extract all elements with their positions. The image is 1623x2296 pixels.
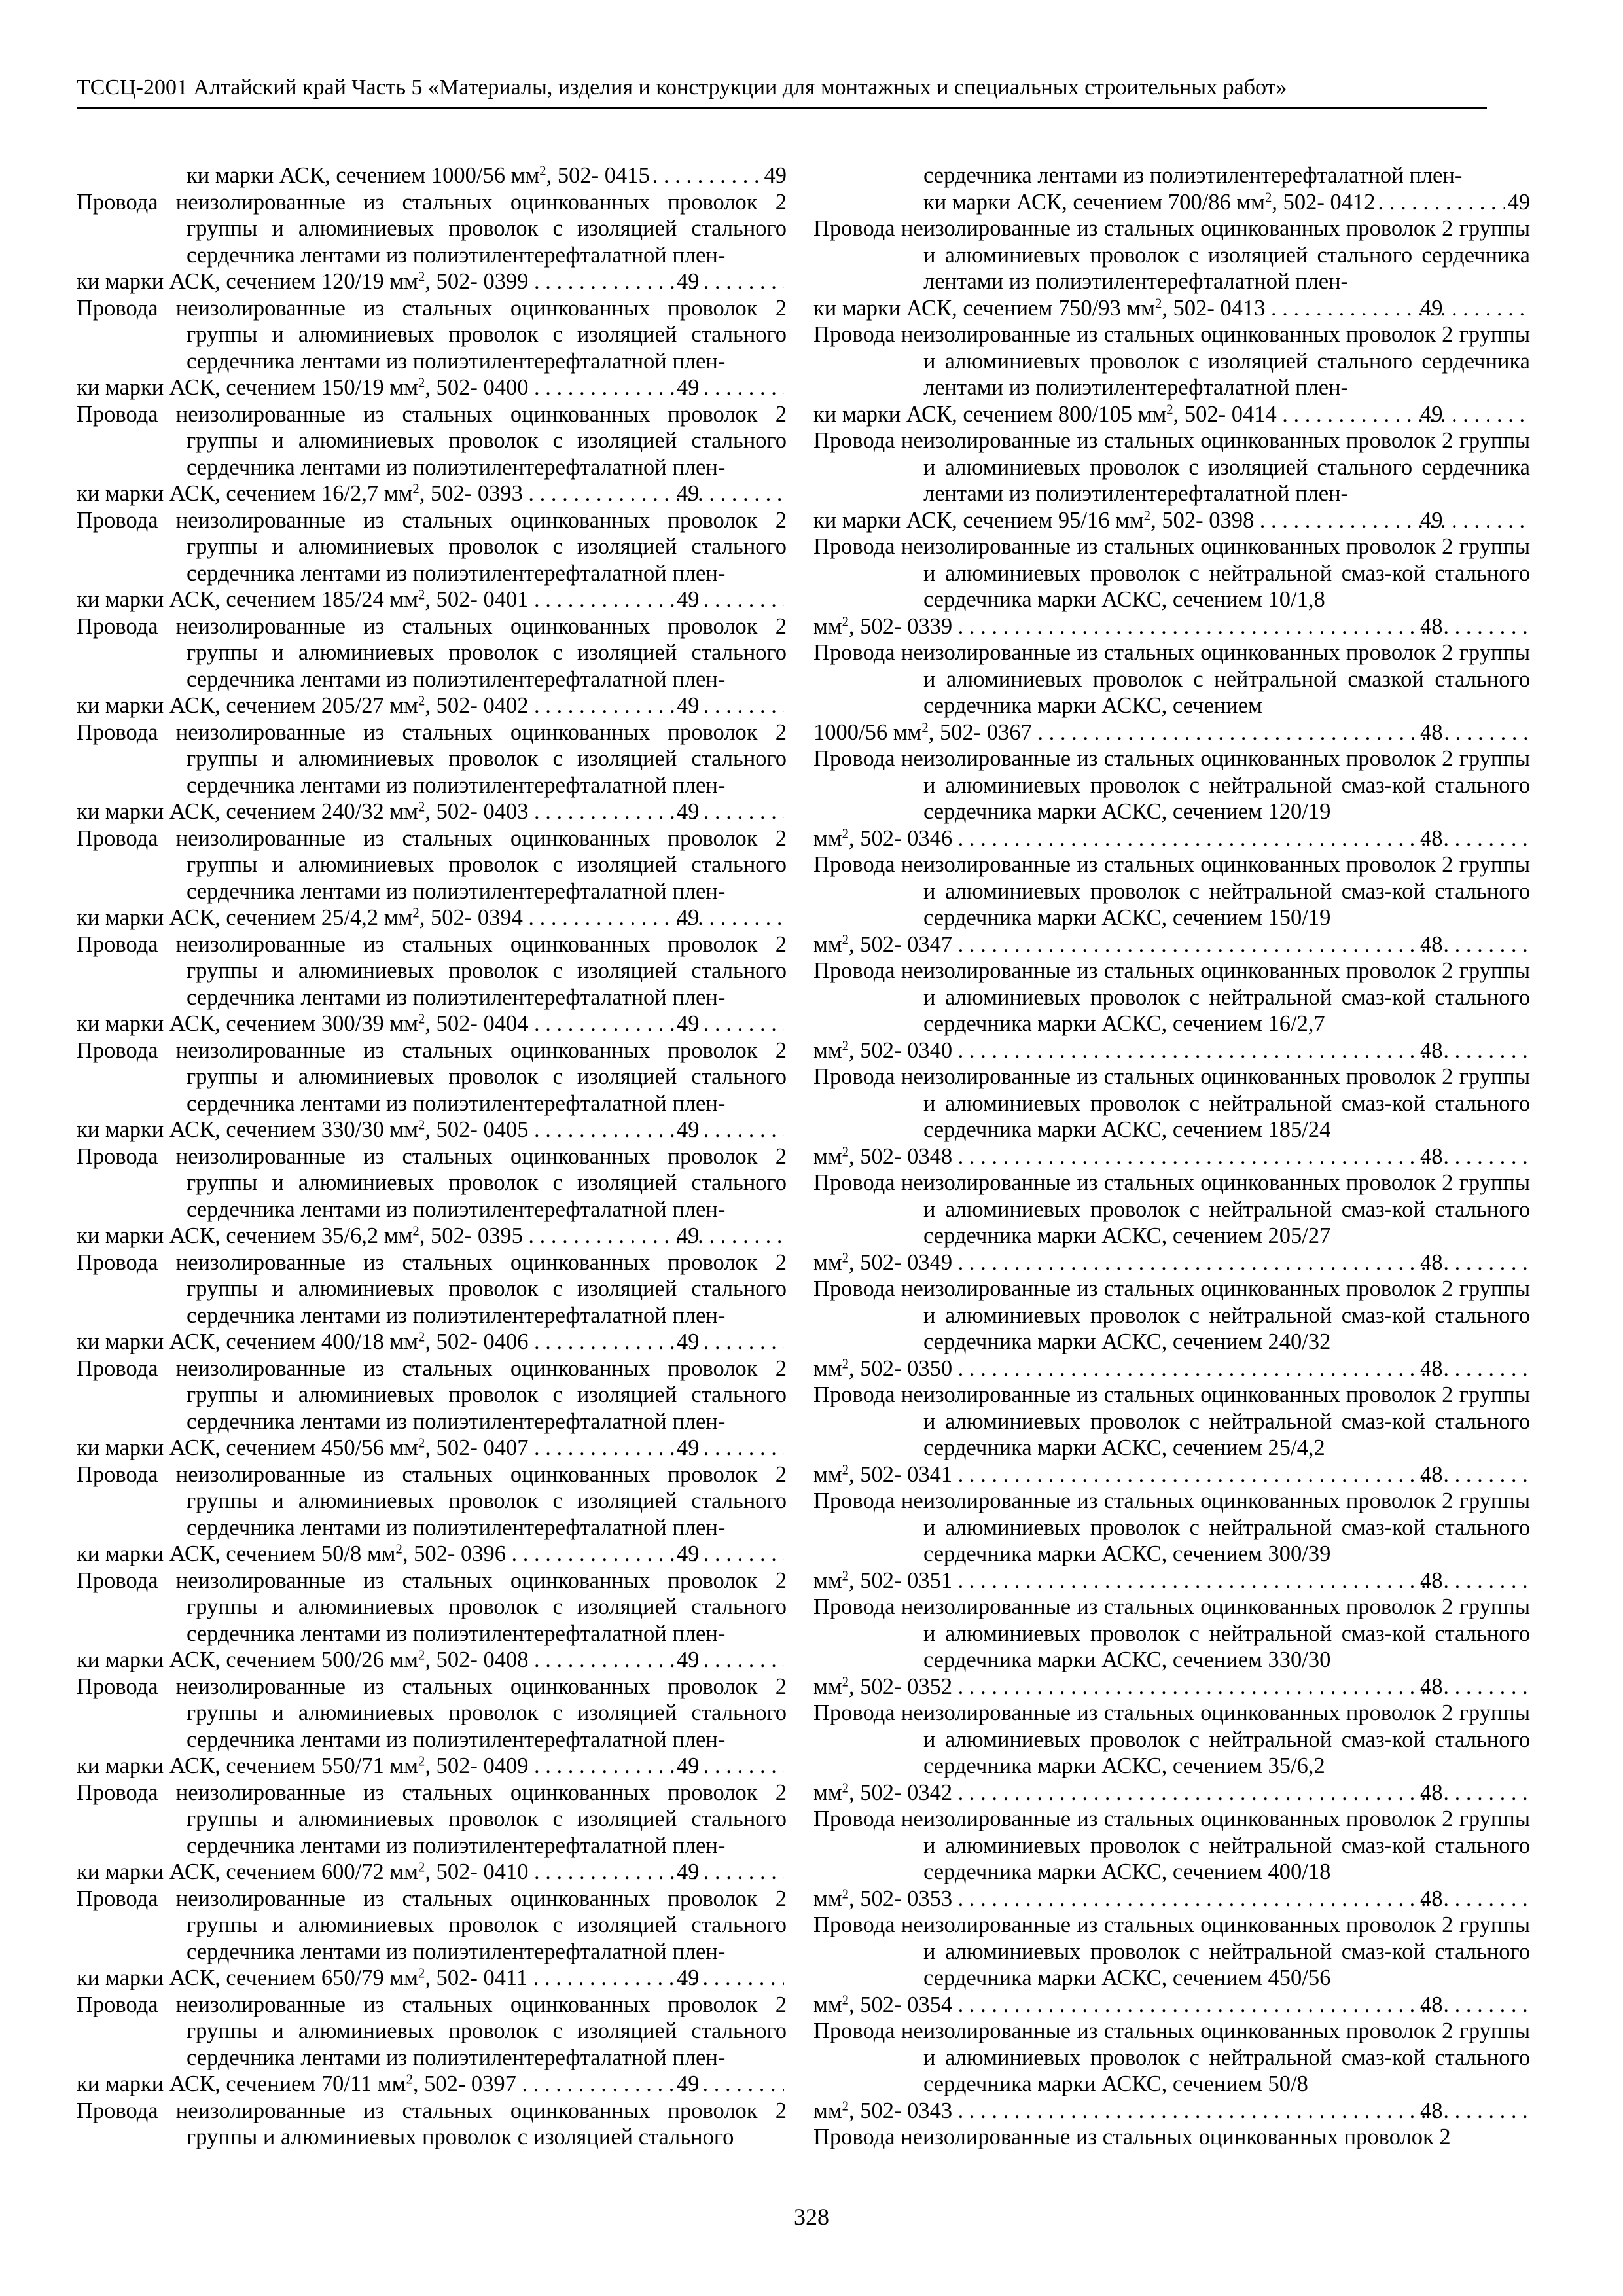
index-entry	[813, 215, 1530, 321]
entry-last-line: ки марки АСК, сечением 120/19 $мм^2$, 502- 0399	[77, 269, 529, 294]
entry-last-line: $мм^2$, 502- 0351	[813, 1568, 953, 1593]
entry-leader-line: $мм^2$, 502- 0353 . . . 48	[923, 1886, 1530, 1912]
dot-leader	[1378, 189, 1505, 216]
entry-text: Провода неизолированные из стальных оцинкованных проволок 2 группы и алюминиевых проволок с изоляцией стального сердечника лентами из полиэтилентерефталатной плен-	[77, 825, 787, 904]
dot-leader	[526, 1223, 784, 1249]
dot-leader	[531, 1329, 784, 1355]
entry-last-line: $мм^2$, 502- 0347	[813, 931, 953, 957]
index-entry	[77, 2098, 787, 2151]
entry-text: Провода неизолированные из стальных оцинкованных проволок 2 группы и алюминиевых проволок с нейтральной смаз-кой стального сердечника марки АСКС, сечением 50/8	[813, 2018, 1530, 2096]
entry-text: Провода неизолированные из стальных оцинкованных проволок 2 группы и алюминиевых проволок с изоляцией стального сердечника лентами из полиэтилентерефталатной плен-	[77, 1355, 787, 1434]
index-entry	[77, 1037, 787, 1143]
entry-last-line: ки марки АСК, сечением 750/93 $мм^2$, 502- 0413	[813, 295, 1266, 321]
entry-leader-line: $мм^2$, 502- 0347 . . . 48	[923, 931, 1530, 958]
entry-leader-line: ки марки АСК, сечением 600/72 $мм^2$, 502- 0410 . . . 49	[187, 1859, 787, 1886]
index-entry	[813, 1806, 1530, 1912]
entry-leader-line: $мм^2$, 502- 0350 . . . 48	[923, 1355, 1530, 1382]
entry-leader-line: $мм^2$, 502- 0346 . . . 48	[923, 825, 1530, 852]
entry-text: Провода неизолированные из стальных оцинкованных проволок 2 группы и алюминиевых проволок с нейтральной смаз-кой стального сердечника марки АСКС, сечением 10/1,8	[813, 534, 1530, 612]
entry-text: Провода неизолированные из стальных оцинкованных проволок 2 группы и алюминиевых проволок с изоляцией стального сердечника лентами из полиэтилентерефталатной плен-	[77, 1143, 787, 1222]
entry-leader-line: ки марки АСК, сечением 16/2,7 $мм^2$, 502- 0393 . . . 49	[187, 480, 787, 507]
entry-text: Провода неизолированные из стальных оцинкованных проволок 2 группы и алюминиевых проволок с нейтральной смаз-кой стального сердечника марки АСКС, сечением 450/56	[813, 1912, 1530, 1990]
entry-leader-line: $мм^2$, 502- 0352 . . . 48	[923, 1674, 1530, 1700]
entry-text: Провода неизолированные из стальных оцинкованных проволок 2 группы и алюминиевых проволок с изоляцией стального сердечника лентами из полиэтилентерефталатной плен-	[77, 401, 787, 480]
entry-last-line: ки марки АСК, сечением 50/8 $мм^2$, 502- 0396	[77, 1541, 506, 1566]
dot-leader	[531, 374, 784, 401]
entry-last-line: ки марки АСК, сечением 240/32 $мм^2$, 502- 0403	[77, 799, 529, 824]
entry-last-line: ки марки АСК, сечением 70/11 $мм^2$, 502- 0397	[77, 2072, 516, 2096]
entry-text: Провода неизолированные из стальных оцинкованных проволок 2 группы и алюминиевых проволок с нейтральной смаз-кой стального сердечника марки АСКС, сечением 16/2,7	[813, 958, 1530, 1036]
entry-last-line: $мм^2$, 502- 0342	[813, 1780, 953, 1805]
entry-text: Провода неизолированные из стальных оцинкованных проволок 2 группы и алюминиевых проволок с изоляцией стального сердечника лентами из полиэтилентерефталатной плен-	[77, 1462, 787, 1540]
entry-text: Провода неизолированные из стальных оцинкованных проволок 2 группы и алюминиевых проволок с изоляцией стального сердечника лентами из полиэтилентерефталатной плен-	[77, 1886, 787, 1964]
index-entry	[813, 427, 1530, 533]
dot-leader	[531, 1117, 784, 1143]
index-entry	[77, 1992, 787, 2098]
entry-leader-line: ки марки АСК, сечением 185/24 $мм^2$, 502- 0401 . . . 49	[187, 586, 787, 613]
entry-last-line: $мм^2$, 502- 0340	[813, 1037, 953, 1063]
entry-leader-line: ки марки АСК, сечением 35/6,2 $мм^2$, 502- 0395 . . . 49	[187, 1223, 787, 1249]
entry-text: Провода неизолированные из стальных оцинкованных проволок 2 группы и алюминиевых проволок с нейтральной смаз-кой стального сердечника марки АСКС, сечением 185/24	[813, 1064, 1530, 1142]
index-entry	[77, 401, 787, 507]
entry-text: сердечника лентами из полиэтилентерефталатной плен-	[923, 163, 1463, 188]
entry-last-line: ки марки АСК, сечением 330/30 $мм^2$, 502- 0405	[77, 1117, 529, 1142]
entry-text: Провода неизолированные из стальных оцинкованных проволок 2 группы и алюминиевых проволок с изоляцией стального сердечника лентами из полиэтилентерефталатной плен-	[77, 931, 787, 1010]
entry-text: Провода неизолированные из стальных оцинкованных проволок 2 группы и алюминиевых проволок с изоляцией стального сердечника лентами из полиэтилентерефталатной плен-	[813, 216, 1530, 294]
entry-text: Провода неизолированные из стальных оцинкованных проволок 2 группы и алюминиевых проволок с нейтральной смаз-кой стального сердечника марки АСКС, сечением 150/19	[813, 852, 1530, 930]
entry-leader-line: ки марки АСК, сечением 50/8 $мм^2$, 502- 0396 . . . 49	[187, 1541, 787, 1568]
entry-last-line: ки марки АСК, сечением 300/39 $мм^2$, 502- 0404	[77, 1011, 529, 1036]
entry-text: Провода неизолированные из стальных оцинкованных проволок 2 группы и алюминиевых проволок с нейтральной смаз-кой стального сердечника марки АСКС, сечением 240/32	[813, 1276, 1530, 1354]
entry-last-line: ки марки АСК, сечением 16/2,7 $мм^2$, 502- 0393	[77, 481, 523, 506]
entry-last-line: 1000/56 $мм^2$, 502- 0367	[813, 719, 1032, 745]
entry-leader-line: $мм^2$, 502- 0340 . . . 48	[923, 1037, 1530, 1064]
running-header	[77, 73, 1487, 109]
entry-leader-line: $мм^2$, 502- 0342 . . . 48	[923, 1780, 1530, 1806]
entry-leader-line: $мм^2$, 502- 0354 . . . 48	[923, 1992, 1530, 2018]
entry-leader-line: ки марки АСК, сечением 500/26 $мм^2$, 502- 0408 . . . 49	[187, 1647, 787, 1674]
entry-text: Провода неизолированные из стальных оцинкованных проволок 2 группы и алюминиевых проволок с нейтральной смаз-кой стального сердечника марки АСКС, сечением 330/30	[813, 1594, 1530, 1672]
entry-leader-line	[187, 162, 787, 189]
entry-text: Провода неизолированные из стальных оцинкованных проволок 2 группы и алюминиевых проволок с изоляцией стального сердечника лентами из полиэтилентерефталатной плен-	[77, 507, 787, 586]
index-entry	[813, 1912, 1530, 2018]
entry-last-line: ки марки АСК, сечением 185/24 $мм^2$, 502- 0401	[77, 587, 529, 612]
entry-text: Провода неизолированные из стальных оцинкованных проволок 2 группы и алюминиевых проволок с изоляцией стального сердечника лентами из полиэтилентерефталатной плен-	[77, 295, 787, 374]
index-entry	[77, 1355, 787, 1462]
entry-leader-line: ки марки АСК, сечением 150/19 $мм^2$, 502- 0400 . . . 49	[187, 374, 787, 401]
entry-text: Провода неизолированные из стальных оцинкованных проволок 2 группы и алюминиевых проволок с изоляцией стального сердечника лентами из полиэтилентерефталатной плен-	[813, 428, 1530, 506]
entry-text: Провода неизолированные из стальных оцинкованных проволок 2 группы и алюминиевых проволок с изоляцией стального сердечника лентами из полиэтилентерефталатной плен-	[77, 1037, 787, 1116]
entry-last-line: $мм^2$, 502- 0350	[813, 1355, 953, 1381]
entry-text: Провода неизолированные из стальных оцинкованных проволок 2 группы и алюминиевых проволок с нейтральной смаз-кой стального сердечника марки АСКС, сечением 120/19	[813, 746, 1530, 824]
index-entry	[77, 825, 787, 931]
index-column-right	[813, 162, 1530, 2151]
entry-text: Провода неизолированные из стальных оцинкованных проволок 2 группы и алюминиевых проволок с нейтральной смаз-кой стального сердечника марки АСКС, сечением 25/4,2	[813, 1382, 1530, 1460]
entry-text: Провода неизолированные из стальных оцинкованных проволок 2 группы и алюминиевых проволок с изоляцией стального сердечника лентами из полиэтилентерефталатной плен-	[77, 1249, 787, 1328]
dot-leader	[508, 1541, 784, 1568]
entry-leader-line: ки марки АСК, сечением 95/16 $мм^2$, 502- 0398 . . . 49	[923, 507, 1530, 534]
entry-last-line: ки марки АСК, сечением 450/56 $мм^2$, 502- 0407	[77, 1435, 529, 1460]
dot-leader	[531, 1011, 784, 1037]
entry-leader-line: ки марки АСК, сечением 240/32 $мм^2$, 502- 0403 . . . 49	[187, 798, 787, 825]
entry-text: Провода неизолированные из стальных оцинкованных проволок 2 группы и алюминиевых проволок с нейтральной смаз-кой стального сердечника марки АСКС, сечением 300/39	[813, 1488, 1530, 1566]
entry-text: Провода неизолированные из стальных оцинкованных проволок 2 группы и алюминиевых проволок с изоляцией стального	[77, 2098, 787, 2149]
entry-last-line: ки марки АСК, сечением 25/4,2 $мм^2$, 502- 0394	[77, 905, 523, 930]
index-entry	[813, 1276, 1530, 1382]
index-entry	[813, 745, 1530, 852]
page-number: 328	[794, 2204, 829, 2230]
entry-last-line: ки марки АСК, сечением 700/86 $мм^2$, 502- 0412	[923, 189, 1376, 215]
entry-text: Провода неизолированные из стальных оцинкованных проволок 2 группы и алюминиевых проволок с изоляцией стального сердечника лентами из полиэтилентерефталатной плен-	[77, 1568, 787, 1646]
entry-leader-line: ки марки АСК, сечением 300/39 $мм^2$, 502- 0404 . . . 49	[187, 1011, 787, 1037]
dot-leader	[652, 162, 762, 189]
entry-leader-line: $мм^2$, 502- 0341 . . . 48	[923, 1462, 1530, 1488]
dot-leader	[531, 798, 784, 825]
dot-leader	[531, 586, 784, 613]
entry-leader-line: 1000/56 $мм^2$, 502- 0367 . . . 48	[923, 719, 1530, 746]
dot-leader	[1035, 719, 1527, 746]
dot-leader	[530, 1965, 784, 1992]
entry-leader-line: $мм^2$, 502- 0351 . . . 48	[923, 1568, 1530, 1594]
entry-text: Провода неизолированные из стальных оцинкованных проволок 2 группы и алюминиевых проволок с изоляцией стального сердечника лентами из полиэтилентерефталатной плен-	[77, 189, 787, 268]
entry-leader-line: ки марки АСК, сечением 70/11 $мм^2$, 502- 0397 . . . 49	[187, 2071, 787, 2098]
entry-last-line: ки марки АСК, сечением 150/19 $мм^2$, 502- 0400	[77, 375, 529, 400]
entry-leader-line: $мм^2$, 502- 0348 . . . 48	[923, 1143, 1530, 1170]
entry-leader-line: ки марки АСК, сечением 120/19 $мм^2$, 502- 0399 . . . 49	[187, 268, 787, 295]
index-entry	[813, 1700, 1530, 1806]
entry-text: Провода неизолированные из стальных оцинкованных проволок 2 группы и алюминиевых проволок с изоляцией стального сердечника лентами из полиэтилентерефталатной плен-	[77, 719, 787, 798]
dot-leader	[531, 1753, 784, 1780]
index-entry	[813, 321, 1530, 427]
index-entry	[813, 2124, 1530, 2151]
dot-leader	[531, 268, 784, 295]
index-entry	[77, 613, 787, 719]
index-entry	[813, 1064, 1530, 1170]
entry-last-line: ки марки АСК, сечением 400/18 $мм^2$, 502- 0406	[77, 1329, 529, 1354]
index-entry	[77, 507, 787, 613]
index-entry	[77, 1674, 787, 1780]
index-entry	[77, 162, 787, 189]
index-entry	[813, 1382, 1530, 1488]
entry-leader-line: ки марки АСК, сечением 450/56 $мм^2$, 502- 0407 . . . 49	[187, 1435, 787, 1462]
index-entry	[77, 1780, 787, 1886]
entry-leader-line: ки марки АСК, сечением 550/71 $мм^2$, 502- 0409 . . . 49	[187, 1753, 787, 1780]
index-entry	[813, 639, 1530, 745]
entry-leader-line: ки марки АСК, сечением 330/30 $мм^2$, 502- 0405 . . . 49	[187, 1117, 787, 1143]
index-entry	[77, 719, 787, 825]
entry-last-line: $мм^2$, 502- 0346	[813, 825, 953, 851]
index-entry	[813, 958, 1530, 1064]
entry-last-line: $мм^2$, 502- 0339	[813, 613, 953, 639]
entry-last-line: ки марки АСК, сечением 550/71 $мм^2$, 502- 0409	[77, 1753, 529, 1778]
dot-leader	[519, 2071, 784, 2098]
dot-leader	[526, 480, 784, 507]
entry-text: Провода неизолированные из стальных оцинкованных проволок 2 группы и алюминиевых проволок с нейтральной смаз-кой стального сердечника марки АСКС, сечением 35/6,2	[813, 1700, 1530, 1778]
dot-leader	[531, 692, 784, 719]
entry-text: Провода неизолированные из стальных оцинкованных проволок 2 группы и алюминиевых проволок с нейтральной смаз-кой стального сердечника марки АСКС, сечением 400/18	[813, 1806, 1530, 1884]
entry-last-line: ки марки АСК, сечением 500/26 $мм^2$, 502- 0408	[77, 1647, 529, 1672]
entry-last-line: $мм^2$, 502- 0343	[813, 2098, 953, 2123]
dot-leader	[526, 905, 784, 931]
entry-leader-line: ки марки АСК, сечением 650/79 $мм^2$, 502- 0411 . . . 49	[187, 1965, 787, 1992]
entry-text: Провода неизолированные из стальных оцинкованных проволок 2 группы и алюминиевых проволок с нейтральной смаз-кой стального сердечника марки АСКС, сечением 205/27	[813, 1170, 1530, 1248]
dot-leader	[1257, 507, 1527, 534]
entry-text: Провода неизолированные из стальных оцинкованных проволок 2 группы и алюминиевых проволок с изоляцией стального сердечника лентами из полиэтилентерефталатной плен-	[77, 613, 787, 692]
entry-last-line: ки марки АСК, сечением 205/27 $мм^2$, 502- 0402	[77, 693, 529, 718]
index-entry	[77, 931, 787, 1037]
entry-last-line: $мм^2$, 502- 0341	[813, 1462, 953, 1487]
entry-last-line: $мм^2$, 502- 0354	[813, 1992, 953, 2017]
index-entry	[813, 2018, 1530, 2124]
entry-last-line: ки марки АСК, сечением 95/16 $мм^2$, 502- 0398	[813, 507, 1255, 533]
entry-text: Провода неизолированные из стальных оцинкованных проволок 2 группы и алюминиевых проволок с изоляцией стального сердечника лентами из полиэтилентерефталатной плен-	[813, 322, 1530, 400]
page-reference: 49	[764, 163, 787, 188]
entry-last-line: ки марки АСК, сечением 800/105 $мм^2$, 502- 0414	[813, 401, 1277, 427]
dot-leader	[531, 1435, 784, 1462]
index-entry	[813, 1488, 1530, 1594]
entry-last-line: ки марки АСК, сечением 1000/56 $мм^2$, 502- 0415	[187, 163, 650, 188]
entry-leader-line: ки марки АСК, сечением 25/4,2 $мм^2$, 502- 0394 . . . 49	[187, 905, 787, 931]
entry-leader-line: ки марки АСК, сечением 205/27 $мм^2$, 502- 0402 . . . 49	[187, 692, 787, 719]
entry-leader-line: ки марки АСК, сечением 400/18 $мм^2$, 502- 0406 . . . 49	[187, 1329, 787, 1355]
dot-leader	[1279, 401, 1527, 428]
entry-text: Провода неизолированные из стальных оцинкованных проволок 2 группы и алюминиевых проволок с изоляцией стального сердечника лентами из полиэтилентерефталатной плен-	[77, 1992, 787, 2070]
index-entry	[813, 1170, 1530, 1276]
index-entry	[77, 1568, 787, 1674]
header-title: ТССЦ-2001 Алтайский край Часть 5 «Материалы, изделия и конструкции для монтажных и специальных строительных работ»	[77, 75, 1287, 99]
index-column-left	[77, 162, 787, 2151]
index-entry	[813, 533, 1530, 639]
entry-leader-line: ки марки АСК, сечением 750/93 $мм^2$, 502- 0413 . . . 49	[923, 295, 1530, 322]
entry-leader-line: $мм^2$, 502- 0349 . . . 48	[923, 1249, 1530, 1276]
entry-leader-line	[923, 189, 1530, 216]
entry-last-line: ки марки АСК, сечением 600/72 $мм^2$, 502- 0410	[77, 1859, 529, 1884]
dot-leader	[1268, 295, 1527, 322]
entry-text: Провода неизолированные из стальных оцинкованных проволок 2	[813, 2125, 1451, 2149]
dot-leader	[531, 1859, 784, 1886]
entry-last-line: $мм^2$, 502- 0349	[813, 1249, 953, 1275]
entry-leader-line: $мм^2$, 502- 0343 . . . 48	[923, 2098, 1530, 2125]
index-entry	[813, 852, 1530, 958]
dot-leader	[531, 1647, 784, 1674]
index-entry	[77, 295, 787, 401]
entry-text: Провода неизолированные из стальных оцинкованных проволок 2 группы и алюминиевых проволок с изоляцией стального сердечника лентами из полиэтилентерефталатной плен-	[77, 1674, 787, 1752]
entry-leader-line: $мм^2$, 502- 0339 . . . 48	[923, 613, 1530, 640]
entry-text: Провода неизолированные из стальных оцинкованных проволок 2 группы и алюминиевых проволок с нейтральной смазкой стального сердечника марки АСКС, сечением	[813, 640, 1530, 718]
index-entry	[77, 1249, 787, 1355]
entry-leader-line: ки марки АСК, сечением 800/105 $мм^2$, 502- 0414 . . . 49	[923, 401, 1530, 428]
index-entry	[77, 1143, 787, 1249]
entry-last-line: $мм^2$, 502- 0352	[813, 1674, 953, 1699]
entry-text: Провода неизолированные из стальных оцинкованных проволок 2 группы и алюминиевых проволок с изоляцией стального сердечника лентами из полиэтилентерефталатной плен-	[77, 1780, 787, 1858]
entry-last-line: ки марки АСК, сечением 35/6,2 $мм^2$, 502- 0395	[77, 1223, 523, 1248]
index-entry	[77, 1462, 787, 1568]
index-entry	[813, 1594, 1530, 1700]
entry-last-line: ки марки АСК, сечением 650/79 $мм^2$, 502- 0411	[77, 1965, 528, 1990]
entry-last-line: $мм^2$, 502- 0348	[813, 1143, 953, 1169]
index-entry	[77, 1886, 787, 1992]
index-entry	[813, 162, 1530, 215]
page-reference: 49	[1507, 189, 1530, 215]
entry-last-line: $мм^2$, 502- 0353	[813, 1886, 953, 1911]
index-entry	[77, 189, 787, 295]
